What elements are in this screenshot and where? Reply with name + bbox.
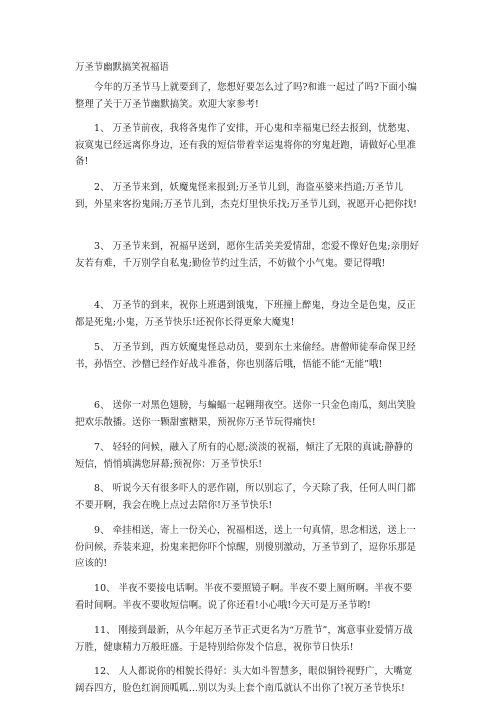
blessing-paragraph-3: 3、 万圣节来到，祝福早送到，愿你生活美美爱情甜，恋爱不像好色鬼;亲朋好友若有难，千万别学自私鬼;勤俭节约过生活，不妨做个小气鬼。要记得哦!: [75, 241, 420, 269]
blessing-paragraph-10: 10、 半夜不要接电话啊。半夜不要照镜子啊。半夜不要上厕所啊。半夜不要看时间啊。半夜不要收短信啊。说了你还看!小心哦!今天可是万圣节哟!: [75, 583, 413, 611]
blessing-paragraph-1: 1、 万圣节前夜，我将各鬼作了安排，开心鬼和幸福鬼已经去报到，忧愁鬼、寂寞鬼已经远离你身边，还有我的短信带着幸运鬼将你的穷鬼赶跑，请做好心里准备!: [75, 123, 417, 168]
blessing-paragraph-5: 5、 万圣节到，西方妖魔鬼怪总动员，要到东土来偷经。唐僧师徒奉命保卫经书，孙悟空、沙僧已经作好战斗准备，你也别落后哦，悟能不能“无能”哦!: [75, 342, 416, 370]
blessing-paragraph-9: 9、 牵挂相送，寄上一份关心，祝福相送，送上一句真情，思念相送，送上一份问候，乔装来迎，扮鬼来把你吓个惊醒，别傻别激动，万圣节到了，逗你乐那是应该的!: [75, 525, 417, 570]
document-title: 万圣节幽默搞笑祝福语: [75, 62, 169, 73]
blessing-paragraph-11: 11、 刚接到最新，从今年起万圣节正式更名为“万胜节”，寓意事业爱情万战万胜，健康精力万般旺盛。于是特别给你发个信息，祝你节日快乐!: [75, 625, 413, 653]
blessing-paragraph-8: 8、 听说今天有很多吓人的恶作剧，所以别忘了，今天除了我，任何人叫门都不要开啊，我会在晚上点过去陪你!万圣节快乐!: [75, 483, 416, 511]
blessing-paragraph-2: 2、 万圣节来到，妖魔鬼怪来报到;万圣节儿到，海盗巫婆来挡道;万圣节儿到，外星来客扮鬼闹;万圣节儿到，杰克灯里快乐找;万圣节儿到，祝愿开心把你找!: [75, 182, 418, 210]
blessing-paragraph-4: 4、 万圣节的到来，祝你上班遇到饿鬼，下班撞上醉鬼，身边全是色鬼，反正都是死鬼;小鬼，万圣节快乐!还祝你长得更象大魔鬼!: [75, 300, 416, 328]
intro-paragraph: 今年的万圣节马上就要到了，您想好要怎么过了吗?和谁一起过了吗?下面小编整理了关于万圣节幽默搞笑。欢迎大家参考!: [75, 82, 417, 110]
blessing-paragraph-6: 6、 送你一对黑色翅膀，与蝙蝠一起翱翔夜空。送你一只金色南瓜，刻出笑脸把欢乐散播。送你一颗甜蜜糖果，预祝你万圣节玩得痛快!: [75, 400, 416, 428]
blessing-paragraph-7: 7、 轻轻的问候，融入了所有的心愿;淡淡的祝福，倾注了无限的真诚;静静的短信，悄悄填满您屏幕;预祝你：万圣节快乐!: [75, 442, 413, 470]
blessing-paragraph-12: 12、 人人都说你的相貌长得好：头大如斗智慧多，眼似铜铃视野广，大嘴宽阔吞四方，脸色红润顶呱呱…别以为头上套个南瓜就认不出你了!祝万圣节快乐!: [75, 666, 413, 694]
